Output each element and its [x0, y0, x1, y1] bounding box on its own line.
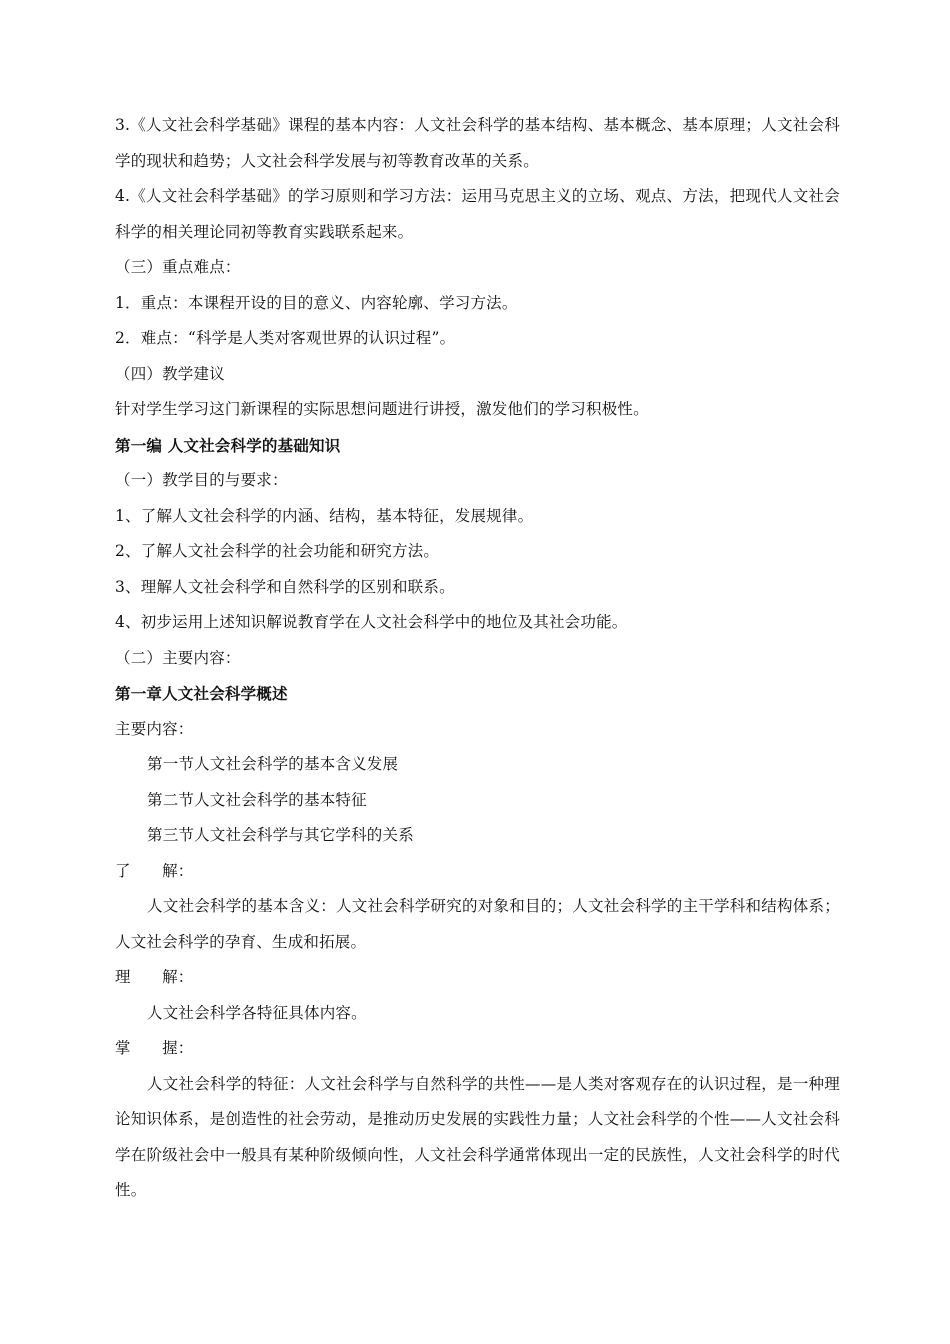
document-body — [115, 108, 840, 1209]
label-comprehend: 理 解： — [115, 968, 194, 986]
objective-item-4: 4、初步运用上述知识解说教育学在人文社会科学中的地位及其社会功能。 — [115, 613, 628, 631]
objective-item-2: 2、了解人文社会科学的社会功能和研究方法。 — [115, 542, 440, 560]
paragraph-comprehend: 人文社会科学各特征具体内容。 — [147, 1003, 367, 1022]
objective-item-1: 1、了解人文社会科学的内涵、结构，基本特征，发展规律。 — [115, 506, 534, 525]
heading-objectives: （一）教学目的与要求： — [115, 471, 288, 489]
paragraph-learning-principles: 4.《人文社会科学基础》的学习原则和学习方法：运用马克思主义的立场、观点、方法，把现代人文社会科学的相关理论同初等教育实践联系起来。 — [115, 187, 840, 241]
heading-main-content: （二）主要内容： — [115, 648, 241, 667]
item-key-point: 1．重点：本课程开设的目的意义、内容轮廓、学习方法。 — [115, 293, 518, 312]
paragraph-understand: 人文社会科学的基本含义：人文社会科学研究的对象和目的；人文社会科学的主干学科和结构体系；人文社会科学的孕育、生成和拓展。 — [115, 897, 840, 951]
section-item-1: 第一节人文社会科学的基本含义发展 — [147, 755, 399, 773]
section-item-2: 第二节人文社会科学的基本特征 — [147, 790, 367, 809]
paragraph-teaching-suggestion: 针对学生学习这门新课程的实际思想问题进行讲授，激发他们的学习积极性。 — [115, 400, 649, 418]
label-master: 掌 握： — [115, 1039, 194, 1057]
part-one-title: 第一编 人文社会科学的基础知识 — [115, 435, 341, 455]
heading-key-difficulties: （三）重点难点： — [115, 258, 241, 276]
objective-item-3: 3、理解人文社会科学和自然科学的区别和联系。 — [115, 577, 455, 596]
section-item-3: 第三节人文社会科学与其它学科的关系 — [147, 826, 414, 844]
item-difficulty: 2．难点：“科学是人类对客观世界的认识过程”。 — [115, 329, 456, 347]
chapter-one-title: 第一章人文社会科学概述 — [115, 684, 288, 703]
label-main-content: 主要内容： — [115, 719, 194, 738]
paragraph-course-content: 3.《人文社会科学基础》课程的基本内容：人文社会科学的基本结构、基本概念、基本原理；人文社会科学的现状和趋势；人文社会科学发展与初等教育改革的关系。 — [115, 116, 840, 170]
paragraph-master: 人文社会科学的特征：人文社会科学与自然科学的共性——是人类对客观存在的认识过程，是一种理论知识体系，是创造性的社会劳动，是推动历史发展的实践性力量；人文社会科学的个性——人文社会科学在阶级社会中一般具有某种阶级倾向性，人文社会科学通常体现出一定的民族性，人文社会科学的时代性。 — [115, 1074, 840, 1199]
label-understand: 了 解： — [115, 861, 194, 880]
heading-teaching-suggestions: （四）教学建议 — [115, 364, 225, 383]
